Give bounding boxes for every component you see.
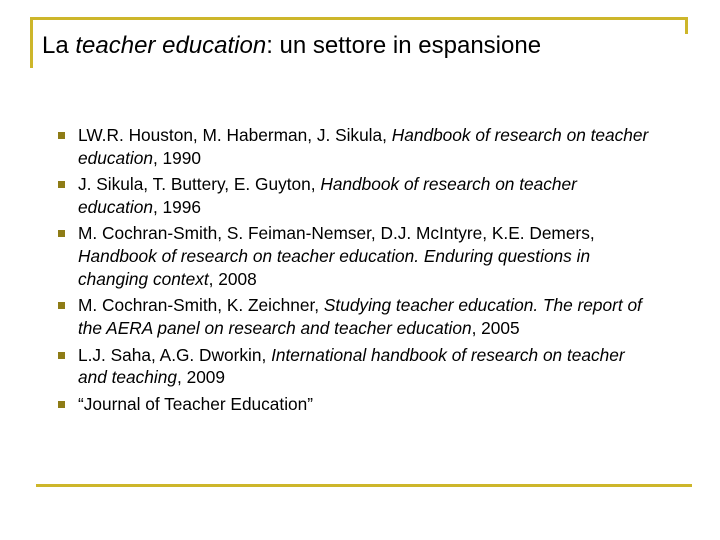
list-item: [46, 294, 656, 340]
list-item: [46, 222, 656, 290]
item-italic: Handbook of research on teacher education. Enduring questions in changing context: [78, 246, 591, 289]
item-text: L.J. Saha, A.G. Dworkin,: [78, 344, 272, 365]
frame-top-line: [30, 17, 688, 20]
item-text: M. Cochran-Smith, K. Zeichner,: [78, 295, 324, 316]
slide-title: [42, 30, 541, 62]
square-bullet-icon: [58, 132, 65, 139]
item-italic: International handbook of research on teacher and teaching: [78, 344, 625, 388]
item-tail: , 1990: [152, 147, 201, 168]
list-item: [46, 344, 656, 390]
item-text: J. Sikula, T. Buttery, E. Guyton,: [78, 174, 321, 195]
item-text: “Journal of Teacher Education”: [78, 393, 314, 414]
frame-right-line: [685, 17, 688, 34]
list-item: [46, 124, 656, 170]
square-bullet-icon: [58, 352, 65, 359]
square-bullet-icon: [58, 181, 65, 188]
square-bullet-icon: [58, 401, 65, 408]
title-plain: La: [42, 32, 76, 59]
reference-list: [46, 124, 656, 419]
item-italic: Handbook of research on teacher education: [78, 174, 577, 217]
square-bullet-icon: [58, 302, 65, 309]
item-text: LW.R. Houston, M. Haberman, J. Sikula,: [78, 125, 392, 145]
list-item: [46, 393, 656, 416]
title-italic: teacher education: [75, 32, 267, 59]
frame-bottom-line: [36, 484, 692, 487]
item-italic: Handbook of research on teacher education: [78, 125, 649, 168]
title-rest: : un settore in espansione: [266, 32, 542, 59]
item-tail: , 2008: [208, 268, 257, 289]
square-bullet-icon: [58, 230, 65, 237]
item-tail: , 2005: [471, 318, 520, 339]
item-italic: Studying teacher education. The report of the AERA panel on research and teacher education: [78, 295, 642, 339]
item-tail: , 2009: [176, 367, 226, 388]
item-text: M. Cochran-Smith, S. Feiman-Nemser, D.J. McIntyre, K.E. Demers,: [78, 223, 595, 244]
list-item: [46, 173, 656, 219]
item-tail: , 1996: [152, 196, 201, 217]
frame-left-line: [30, 17, 33, 68]
